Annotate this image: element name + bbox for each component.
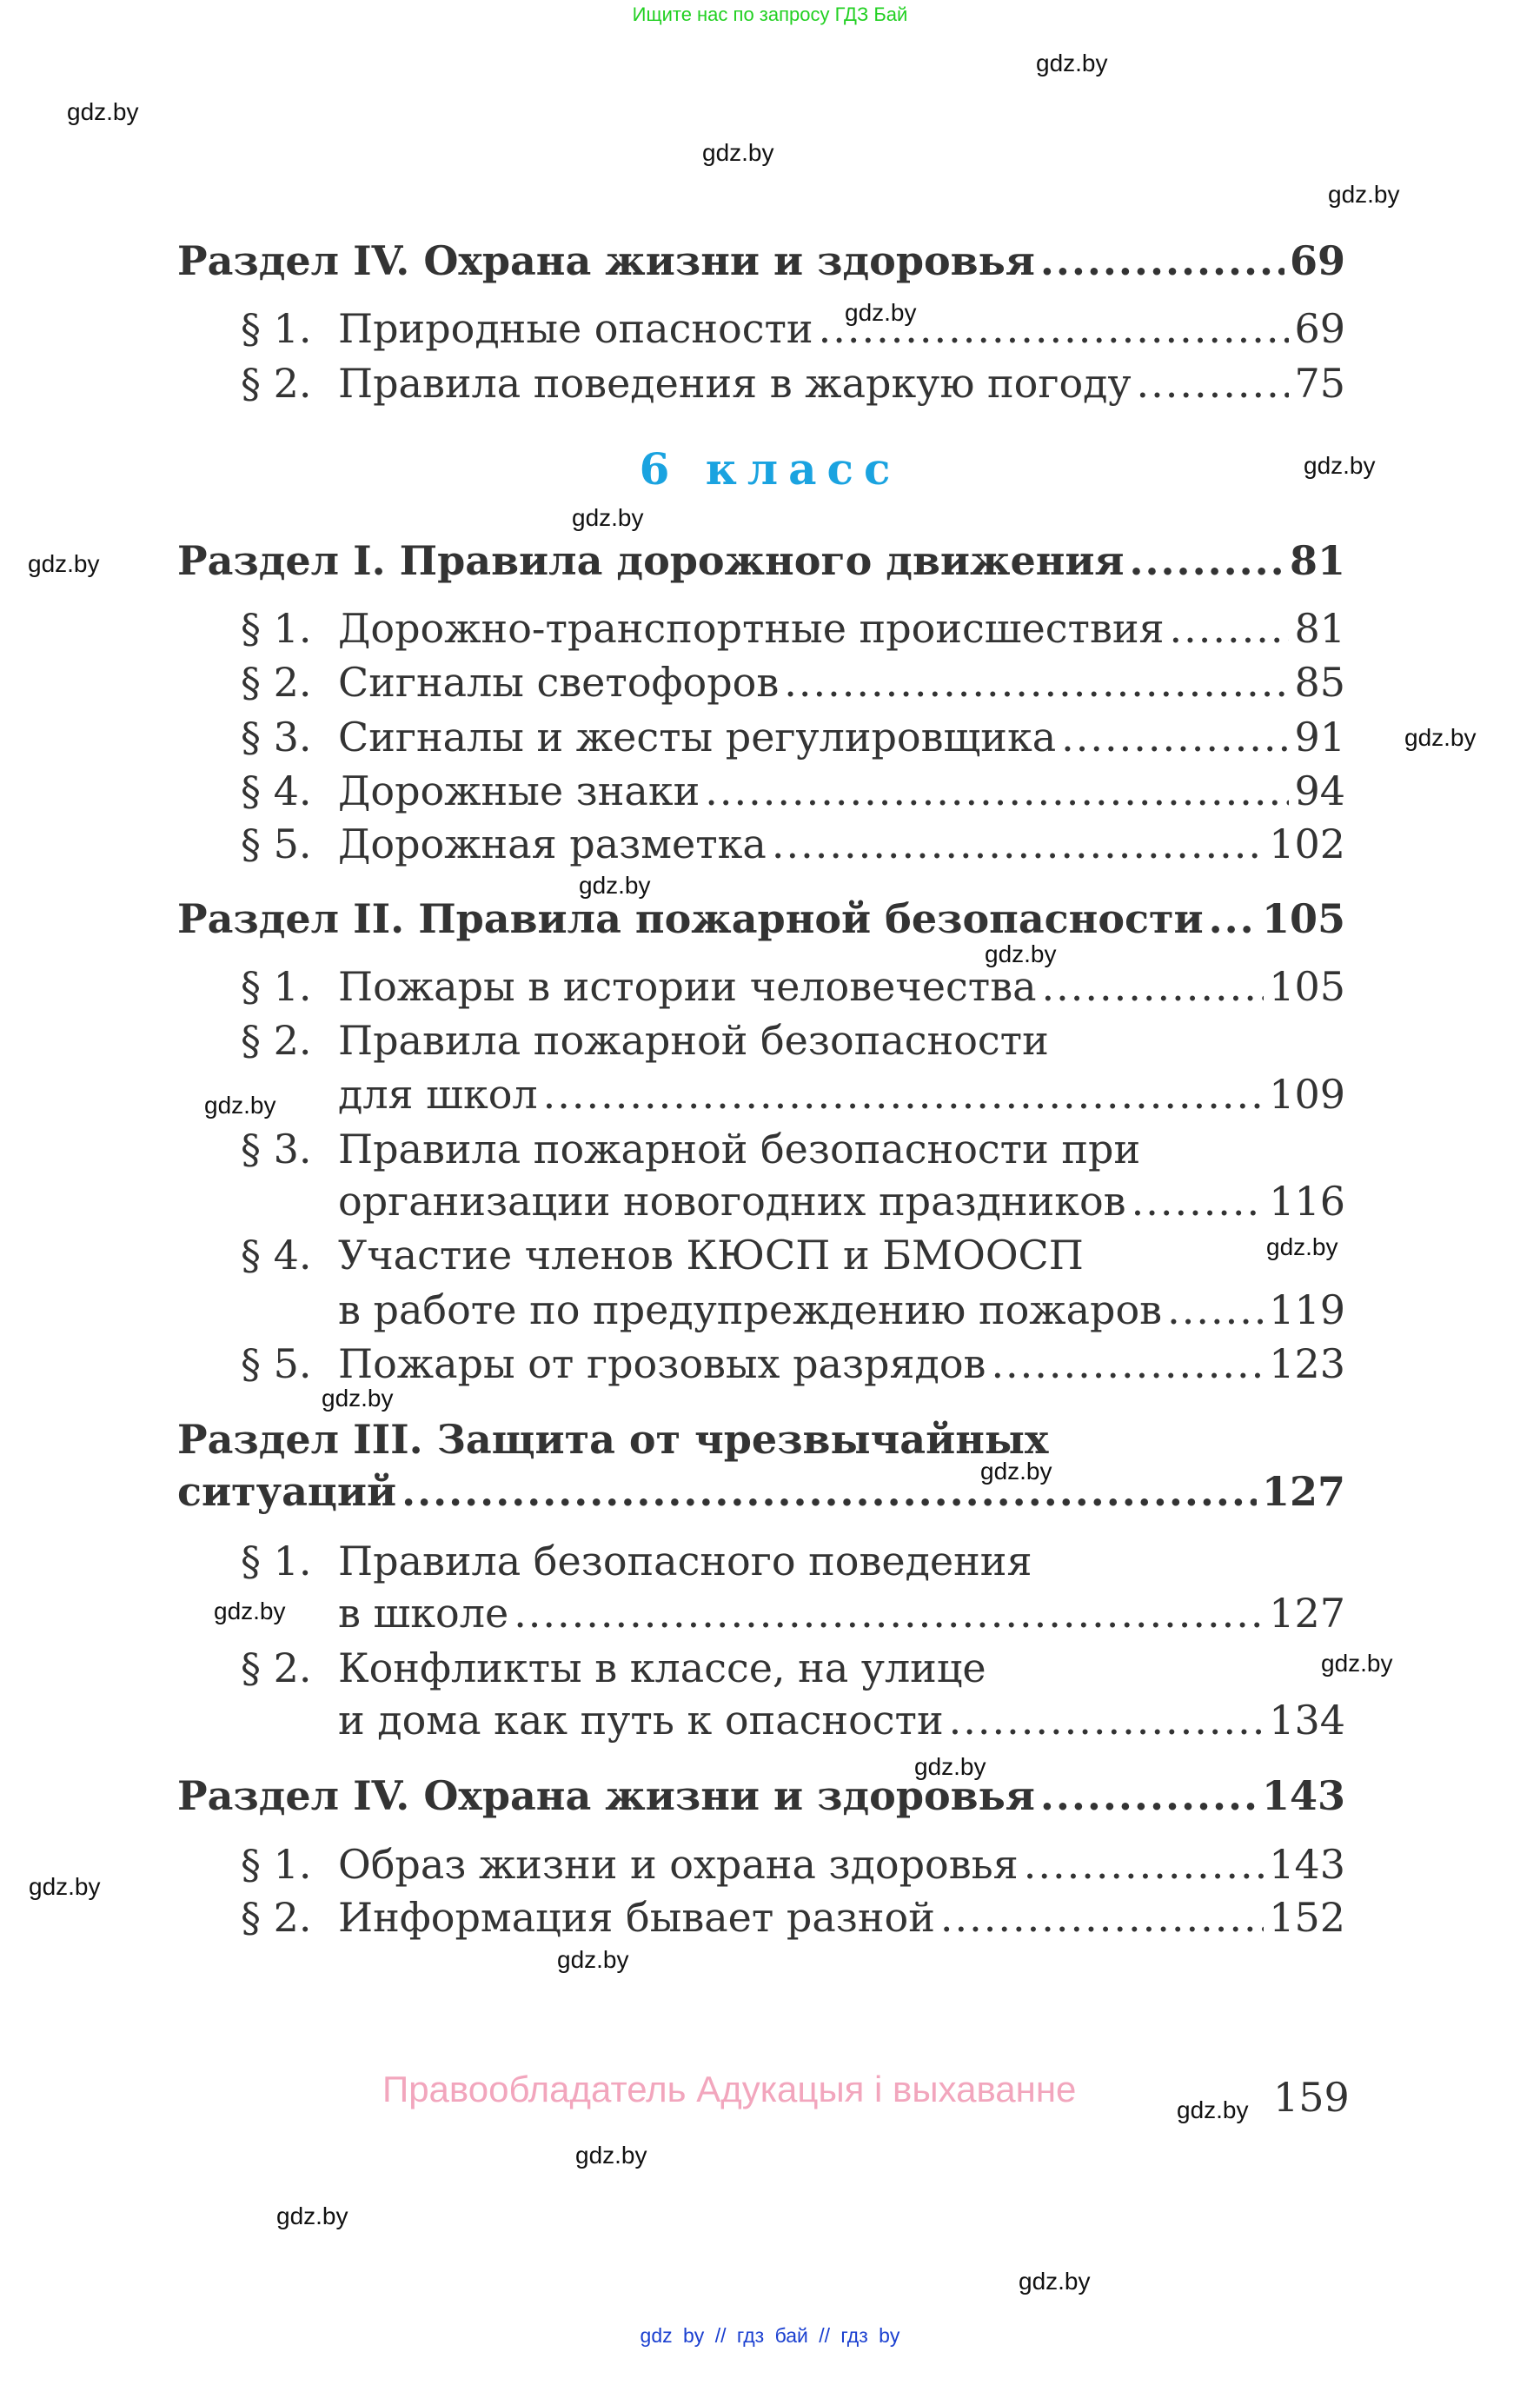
toc-section-iv[interactable]	[177, 1770, 1345, 1822]
page-number: 159	[1273, 2074, 1350, 2121]
paragraph-number: § 1.	[241, 1841, 312, 1888]
watermark: gdz.by	[1321, 1650, 1393, 1677]
item-title-line2: в работе по предупреждению пожаров	[338, 1286, 1163, 1333]
page-ref: 143	[1261, 1772, 1345, 1819]
paragraph-number: § 2.	[241, 1894, 312, 1941]
item-title-line2: и дома как путь к опасности	[338, 1697, 944, 1744]
watermark: gdz.by	[980, 1458, 1052, 1485]
leader-dots	[1167, 1284, 1264, 1336]
watermark: gdz.by	[575, 2142, 647, 2169]
item-title: Дорожные знаки	[338, 767, 700, 814]
paragraph-number: § 5.	[241, 1340, 312, 1387]
item-title-line2: организации новогодних праздников	[338, 1178, 1126, 1225]
leader-dots	[1209, 893, 1257, 945]
toc-item[interactable]	[241, 1838, 1345, 1890]
paragraph-number: § 3.	[241, 714, 312, 761]
toc-item[interactable]	[241, 302, 1345, 355]
page-ref: 102	[1269, 820, 1345, 867]
watermark: gdz.by	[28, 550, 100, 577]
page-ref: 105	[1269, 963, 1345, 1010]
section-title: Раздел IV. Охрана жизни и здоровья	[177, 237, 1035, 284]
leader-dots	[819, 302, 1290, 355]
page-ref: 134	[1269, 1697, 1345, 1744]
item-title: Пожары в истории человечества	[338, 963, 1037, 1010]
toc-section-iii[interactable]	[177, 1413, 1345, 1465]
page-ref: 152	[1269, 1894, 1345, 1941]
leader-dots	[1170, 602, 1290, 654]
leader-dots	[1040, 235, 1284, 287]
toc-item[interactable]	[241, 602, 1345, 654]
paragraph-number: § 2.	[241, 1644, 312, 1691]
watermark: gdz.by	[1036, 50, 1108, 76]
leader-dots	[543, 1068, 1265, 1120]
page-ref: 69	[1294, 305, 1345, 352]
leader-dots	[1130, 535, 1284, 587]
watermark: gdz.by	[1404, 724, 1477, 751]
toc-item[interactable]	[241, 818, 1345, 870]
watermark: gdz.by	[1019, 2268, 1091, 2295]
toc-item[interactable]	[241, 960, 1345, 1013]
item-title: Образ жизни и охрана здоровья	[338, 1841, 1019, 1888]
section-title: Раздел I. Правила дорожного движения	[177, 537, 1125, 584]
copyright-holder-notice: Правообладатель Адукацыя і выхаванне	[382, 2069, 1077, 2109]
page-ref: 81	[1289, 537, 1345, 584]
toc-item-continuation[interactable]	[338, 1175, 1345, 1227]
item-title: Правила поведения в жаркую погоду	[338, 360, 1132, 407]
watermark: gdz.by	[322, 1385, 394, 1412]
toc-item[interactable]	[241, 711, 1345, 763]
watermark: gdz.by	[985, 940, 1057, 967]
toc-section-prev-iv[interactable]	[177, 235, 1345, 287]
paragraph-number: § 2.	[241, 1017, 312, 1064]
toc-item-continuation[interactable]	[338, 1284, 1345, 1336]
paragraph-number: § 2.	[241, 360, 312, 407]
leader-dots	[705, 765, 1289, 817]
page-ref: 109	[1269, 1071, 1345, 1118]
item-title-line1: Конфликты в классе, на улице	[338, 1644, 986, 1691]
page-ref: 69	[1289, 237, 1345, 284]
watermark: gdz.by	[214, 1598, 286, 1624]
page-ref: 75	[1294, 360, 1345, 407]
toc-item-continuation[interactable]	[338, 1694, 1345, 1746]
paragraph-number: § 4.	[241, 767, 312, 814]
watermark: gdz.by	[276, 2202, 348, 2229]
toc-item[interactable]	[241, 656, 1345, 708]
leader-dots	[1132, 1175, 1265, 1227]
item-title-line2: в школе	[338, 1590, 509, 1637]
grade-heading: 6 класс	[639, 443, 901, 495]
toc-item[interactable]	[241, 765, 1345, 817]
leader-dots	[949, 1694, 1265, 1746]
toc-item[interactable]	[241, 357, 1345, 409]
paragraph-number: § 3.	[241, 1126, 312, 1173]
item-title-line1: Участие членов КЮСП и БМООСП	[338, 1232, 1084, 1279]
leader-dots	[784, 656, 1289, 708]
page-ref: 81	[1294, 605, 1345, 652]
watermark: gdz.by	[1328, 181, 1400, 208]
item-title-line1: Правила пожарной безопасности	[338, 1017, 1049, 1064]
leader-dots	[402, 1465, 1257, 1518]
page-ref: 116	[1269, 1178, 1345, 1225]
toc-item[interactable]	[241, 1642, 1345, 1694]
item-title: Дорожно-транспортные происшествия	[338, 605, 1165, 652]
toc-item[interactable]	[241, 1123, 1345, 1175]
leader-dots	[1042, 960, 1265, 1013]
paragraph-number: § 1.	[241, 305, 312, 352]
toc-item[interactable]	[241, 1338, 1345, 1390]
paragraph-number: § 4.	[241, 1232, 312, 1279]
toc-section-i[interactable]	[177, 535, 1345, 587]
item-title: Пожары от грозовых разрядов	[338, 1340, 986, 1387]
watermark: gdz.by	[1266, 1233, 1338, 1260]
page-ref: 143	[1269, 1841, 1345, 1888]
watermark: gdz.by	[845, 299, 917, 326]
leader-dots	[1024, 1838, 1264, 1890]
toc-item[interactable]	[241, 1014, 1345, 1066]
watermark: gdz.by	[572, 504, 644, 531]
item-title: Сигналы светофоров	[338, 659, 780, 706]
toc-item[interactable]	[241, 1229, 1345, 1281]
watermark: gdz.by	[702, 139, 774, 166]
toc-section-iii-continuation[interactable]	[177, 1465, 1345, 1518]
watermark: gdz.by	[557, 1946, 629, 1973]
leader-dots	[991, 1338, 1264, 1390]
watermark: gdz.by	[29, 1873, 101, 1900]
page-ref: 123	[1269, 1340, 1345, 1387]
toc-item[interactable]	[241, 1891, 1345, 1943]
paragraph-number: § 1.	[241, 1538, 312, 1584]
paragraph-number: § 2.	[241, 659, 312, 706]
leader-dots	[940, 1891, 1264, 1943]
watermark: gdz.by	[579, 872, 651, 899]
leader-dots	[1137, 357, 1290, 409]
paragraph-number: § 1.	[241, 605, 312, 652]
item-title: Природные опасности	[338, 305, 813, 352]
watermark: gdz.by	[204, 1092, 276, 1119]
item-title: Сигналы и жесты регулировщика	[338, 714, 1057, 761]
watermark: gdz.by	[914, 1753, 986, 1780]
item-title-line1: Правила безопасного поведения	[338, 1538, 1032, 1584]
section-title: Раздел IV. Охрана жизни и здоровья	[177, 1772, 1035, 1819]
page-ref: 91	[1294, 714, 1345, 761]
paragraph-number: § 1.	[241, 963, 312, 1010]
leader-dots	[772, 818, 1264, 870]
section-title-line1: Раздел III. Защита от чрезвычайных	[177, 1416, 1049, 1463]
leader-dots	[1040, 1770, 1257, 1822]
page-ref: 94	[1294, 767, 1345, 814]
toc-item-continuation[interactable]	[338, 1068, 1345, 1120]
page-ref: 105	[1261, 895, 1345, 942]
toc-item-continuation[interactable]	[338, 1587, 1345, 1639]
site-links[interactable]: gdz by // гдз бай // гдз by	[640, 2324, 900, 2347]
page-ref: 85	[1294, 659, 1345, 706]
leader-dots	[1061, 711, 1289, 763]
page-ref: 127	[1261, 1468, 1345, 1515]
watermark: gdz.by	[1304, 452, 1376, 479]
leader-dots	[514, 1587, 1264, 1639]
search-hint-banner: Ищите нас по запросу ГДЗ Бай	[632, 3, 908, 25]
watermark: gdz.by	[1177, 2096, 1249, 2123]
watermark: gdz.by	[67, 98, 139, 125]
page-ref: 119	[1269, 1286, 1345, 1333]
section-title: Раздел II. Правила пожарной безопасности	[177, 895, 1204, 942]
item-title: Дорожная разметка	[338, 820, 767, 867]
item-title-line2: для школ	[338, 1071, 538, 1118]
page-ref: 127	[1269, 1590, 1345, 1637]
item-title-line1: Правила пожарной безопасности при	[338, 1126, 1141, 1173]
toc-item[interactable]	[241, 1535, 1345, 1587]
item-title: Информация бывает разной	[338, 1894, 935, 1941]
toc-section-ii[interactable]	[177, 893, 1345, 945]
section-title-line2: ситуаций	[177, 1468, 397, 1515]
paragraph-number: § 5.	[241, 820, 312, 867]
